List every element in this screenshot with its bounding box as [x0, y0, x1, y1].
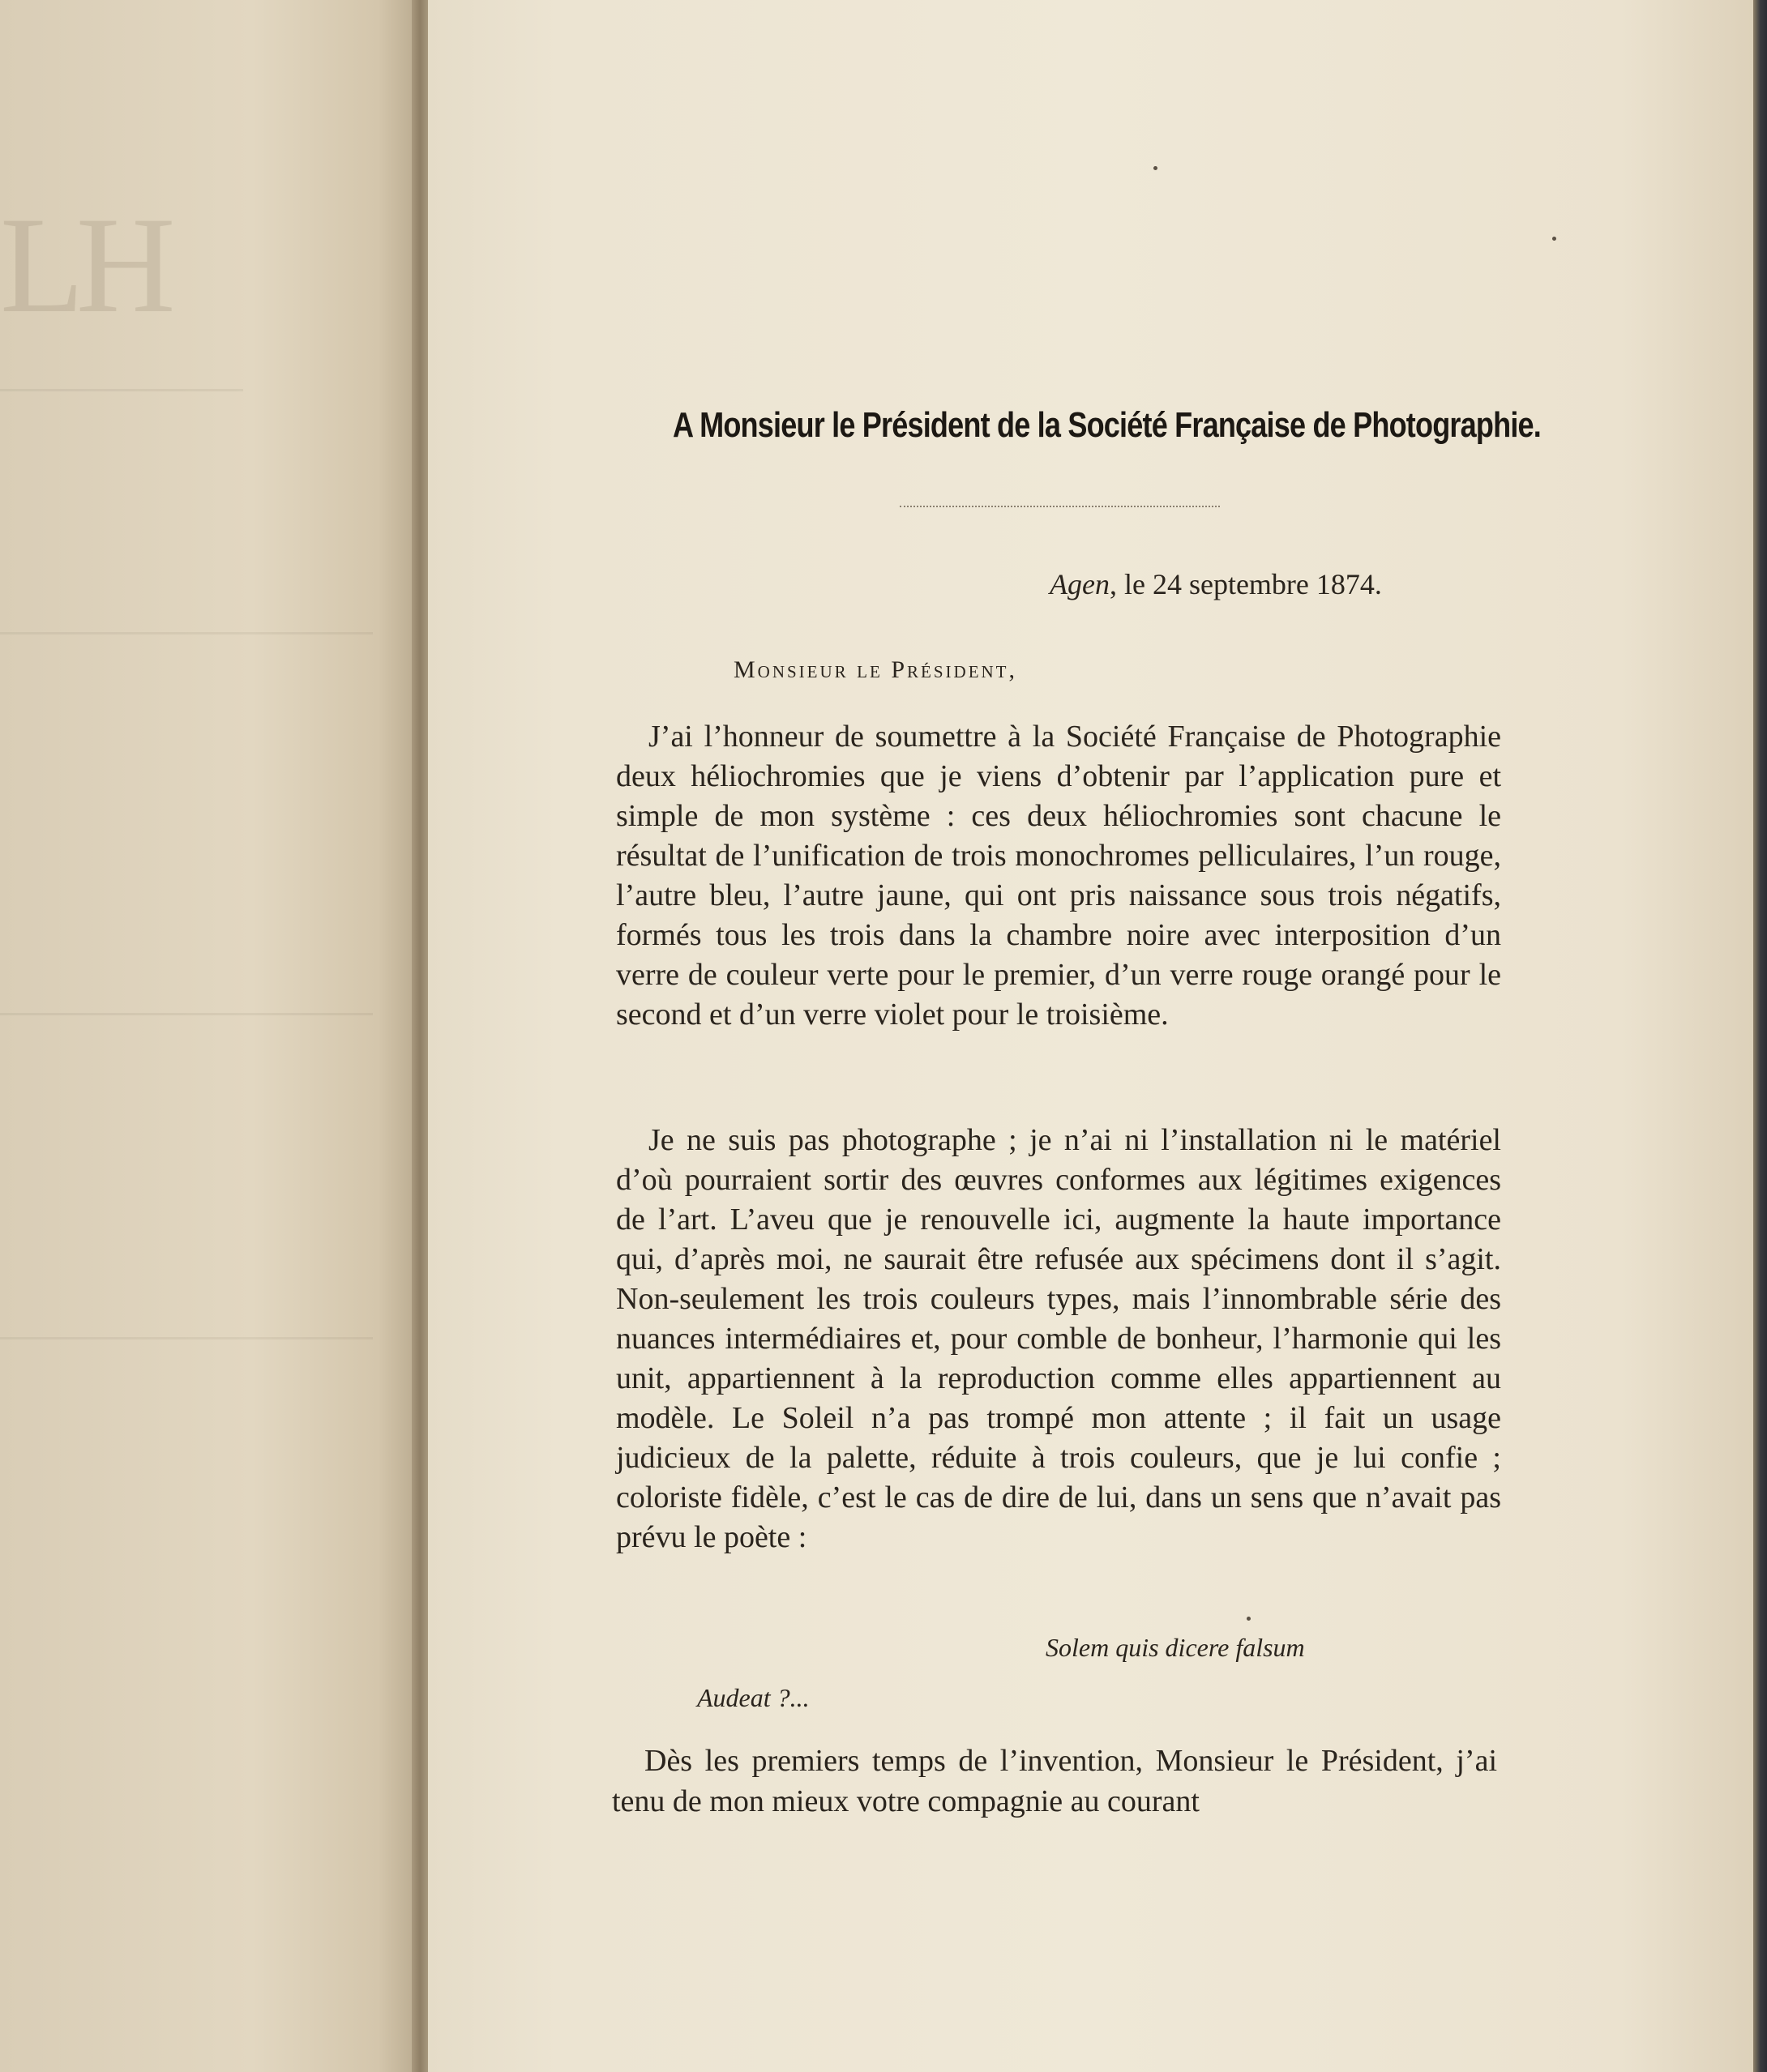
latin-quote-line-2: Audeat ?... [697, 1683, 810, 1712]
paragraph-text: Dès les premiers temps de l’invention, Monsieur le Président, j’ai tenu de mon mieux votre compagnie au courant [612, 1744, 1497, 1818]
print-speck [1552, 237, 1556, 241]
paragraph-2 [616, 1121, 1501, 1557]
letter-heading: A Monsieur le Président de la Société Française de Photographie. [673, 405, 1541, 445]
print-speck [1247, 1617, 1251, 1621]
paragraph-1 [616, 717, 1501, 1035]
dateline-date: , le 24 septembre 1874. [1109, 568, 1382, 600]
print-speck [1153, 166, 1157, 170]
latin-quote-line-1: Solem quis dicere falsum [1046, 1633, 1305, 1662]
bleed-through-line [0, 1337, 373, 1339]
bleed-through-text: LH [0, 189, 168, 341]
salutation: Monsieur le Président, [734, 656, 1018, 683]
bleed-through-line [0, 389, 243, 391]
paragraph-text: J’ai l’honneur de soumettre à la Société Française de Photographie deux héliochromies que je viens d’obtenir par l’application pure et simple de mon système : ces deux héliochromies sont chacune le résultat de l’unification de trois monochromes pelliculaires, l’un rouge, l’autre bleu, l’autre jaune, qui ont pris naissance sous trois négatifs, formés tous les trois dans la chambre noire avec interposition d’un verre de couleur verte pour le premier, d’un verre rouge orangé pour le second et d’un verre violet pour le troisième. [616, 720, 1501, 1032]
dateline-place: Agen [1050, 568, 1110, 600]
left-page [0, 0, 420, 2072]
paragraph-text: Je ne suis pas photographe ; je n’ai ni l’installation ni le matériel d’où pourraient sortir des œuvres conformes aux légitimes exigences de l’art. L’aveu que je renouvelle ici, augmente la haute importance qui, d’après moi, ne saurait être refusée aux spécimens dont il s’agit. Non-seulement les trois couleurs types, mais l’innombrable série des nuances intermédiaires et, pour comble de bonheur, l’harmonie qui les unit, appartiennent à la reproduction comme elles appartiennent au modèle. Le Soleil n’a pas trompé mon attente ; il fait un usage judicieux de la palette, réduite à trois couleurs, que je lui confie ; coloriste fidèle, c’est le cas de dire de lui, dans un sens que n’avait pas prévu le poète : [616, 1123, 1501, 1554]
ornamental-rule [900, 506, 1220, 509]
bleed-through-line [0, 632, 373, 634]
paragraph-3 [612, 1741, 1497, 1822]
dateline [1050, 567, 1382, 601]
bleed-through-line [0, 1013, 373, 1015]
page-edge [1753, 0, 1767, 2072]
